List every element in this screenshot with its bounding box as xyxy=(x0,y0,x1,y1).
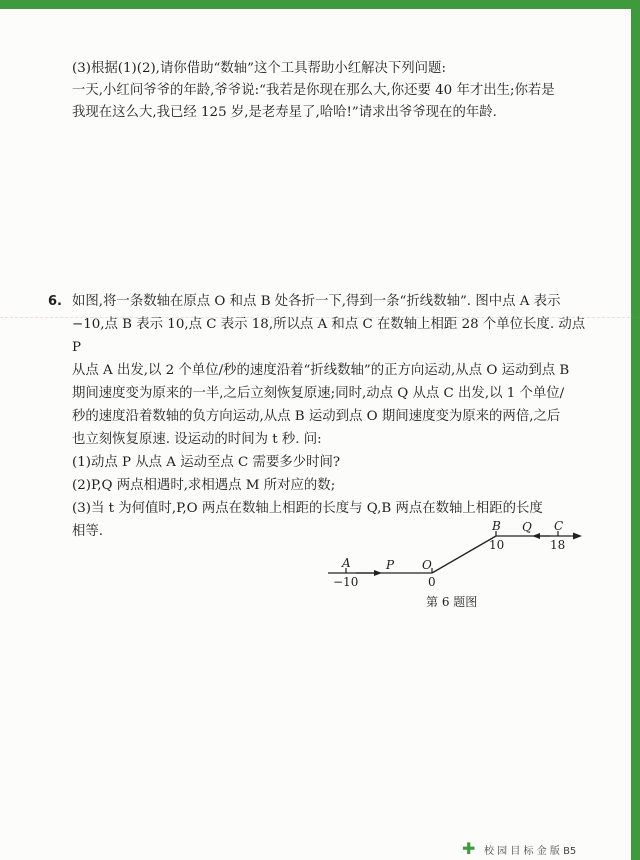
sub-question-2: (2)P,Q 两点相遇时,求相遇点 M 所对应的数; xyxy=(72,478,336,493)
green-border-right xyxy=(631,0,640,860)
plus-icon: ✚ xyxy=(462,839,476,858)
label-point-O: O xyxy=(422,558,432,572)
q3-line-2: 一天,小红问爷爷的年龄,爷爷说:“我若是你现在那么大,你还要 40 年才出生;你若是 xyxy=(72,83,555,98)
problem-line: 也立刻恢复原速. 设运动的时间为 t 秒. 问: xyxy=(72,432,322,447)
label-point-P: P xyxy=(386,558,395,572)
tick-label-A: −10 xyxy=(333,575,359,589)
problem-line: 秒的速度沿着数轴的负方向运动,从点 B 运动到点 O 期间速度变为原来的两倍,之后 xyxy=(72,409,561,424)
number-line-diagram xyxy=(326,516,588,596)
problem-line: 期间速度变为原来的一半,之后立刻恢复原速;同时,动点 Q 从点 C 出发,以 1 个单位/ xyxy=(72,386,565,401)
green-border-top xyxy=(0,0,640,9)
problem-line: 如图,将一条数轴在原点 O 和点 B 处各折一下,得到一条“折线数轴”. 图中点 A 表示 xyxy=(72,294,561,309)
q3-line-3: 我现在这么大,我已经 125 岁,是老寿星了,哈哈!”请求出爷爷现在的年龄. xyxy=(72,105,497,120)
footer-text: 校 园 目 标 金 版 B5 xyxy=(484,846,577,857)
label-point-B: B xyxy=(492,519,501,533)
folded-number-line-figure xyxy=(326,516,588,616)
label-point-A: A xyxy=(342,556,351,570)
axis-arrowhead xyxy=(573,533,582,540)
label-point-C: C xyxy=(554,519,564,533)
tick-label-O: 0 xyxy=(428,575,436,589)
sub-question-3-cont: 相等. xyxy=(72,524,104,539)
label-point-Q: Q xyxy=(522,520,532,534)
page-footer xyxy=(462,839,632,860)
p-motion-arrowhead xyxy=(374,570,382,576)
problem-6 xyxy=(48,290,596,543)
tick-label-C: 18 xyxy=(550,538,566,552)
slanted-axis-segment xyxy=(432,536,496,573)
q3-line-1: (3)根据(1)(2),请你借助“数轴”这个工具帮助小红解决下列问题: xyxy=(72,61,446,76)
problem-6-body xyxy=(72,290,596,543)
tick-label-B: 10 xyxy=(489,538,505,552)
question-3-part xyxy=(72,58,592,124)
problem-number: 6. xyxy=(48,294,62,309)
problem-line: 从点 A 出发,以 2 个单位/秒的速度沿着“折线数轴”的正方向运动,从点 O 运动到点 B xyxy=(72,363,570,378)
sub-question-3: (3)当 t 为何值时,P,O 两点在数轴上相距的长度与 Q,B 两点在数轴上相距的长度 xyxy=(72,501,543,516)
problem-line: −10,点 B 表示 10,点 C 表示 18,所以点 A 和点 C 在数轴上相距 28 个单位长度. 动点 P xyxy=(72,317,586,355)
figure-caption: 第 6 题图 xyxy=(426,595,478,609)
sub-question-1: (1)动点 P 从点 A 运动至点 C 需要多少时间? xyxy=(72,455,341,470)
q-motion-arrowhead xyxy=(532,533,540,539)
